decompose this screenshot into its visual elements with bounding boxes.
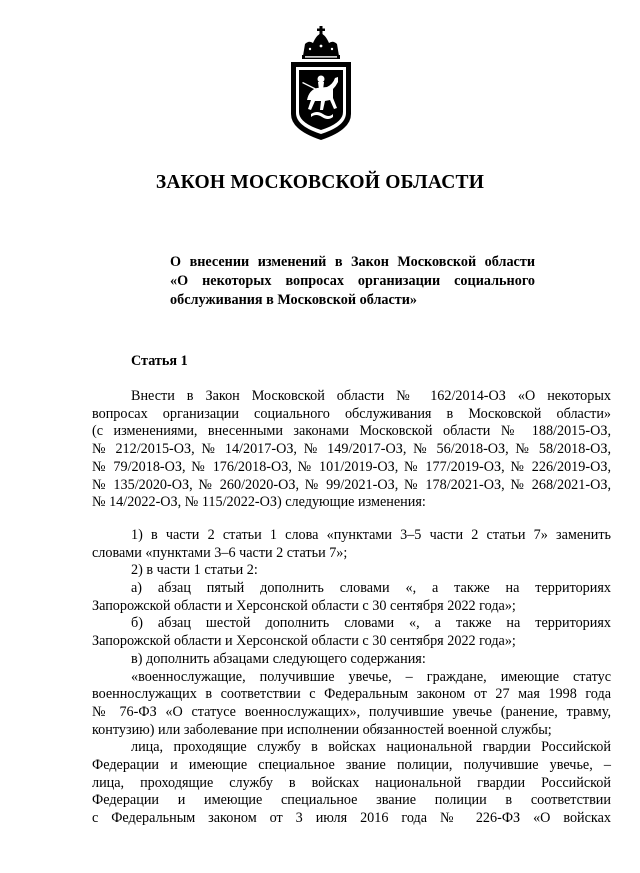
- intro-line: № 79/2018-ОЗ, № 176/2018-ОЗ, № 101/2019-ОЗ, № 177/2019-ОЗ, № 226/2019-ОЗ,: [92, 458, 611, 475]
- intro-line: вопросах организации социального обслуживания в Московской области»: [92, 405, 611, 422]
- quote2-line: Федерации и имеющие специальное звание полиции, получившие увечье, –: [92, 757, 611, 774]
- item2a-line: Запорожской области и Херсонской области с 30 сентября 2022 года»;: [92, 597, 516, 614]
- item1-line: 1) в части 2 статьи 1 слова «пунктами 3–5 части 2 статьи 7» заменить: [131, 526, 611, 543]
- quote1-line: военнослужащих в соответствии с Федеральным законом от 27 мая 1998 года: [92, 686, 611, 703]
- quote1-line: № 76-ФЗ «О статусе военнослужащих», получившие увечье (ранение, травму,: [92, 703, 611, 720]
- moscow-oblast-coat-of-arms-icon: [283, 22, 359, 144]
- item2b-line: Запорожской области и Херсонской области с 30 сентября 2022 года»;: [92, 633, 516, 650]
- subject-line: «О некоторых вопросах организации социального: [170, 273, 535, 289]
- quote2-line: Федерации и имеющие специальное звание полиции в соответствии: [92, 792, 611, 809]
- quote2-line: лица, проходящие службу в войсках национальной гвардии Российской: [92, 774, 611, 791]
- item2v-line: в) дополнить абзацами следующего содержания:: [131, 650, 426, 667]
- intro-line: № 212/2015-ОЗ, № 14/2017-ОЗ, № 149/2017-ОЗ, № 56/2018-ОЗ, № 58/2018-ОЗ,: [92, 441, 611, 458]
- law-subject: [170, 253, 535, 310]
- quote2-line: лица, проходящие службу в войсках национальной гвардии Российской: [131, 739, 611, 756]
- intro-line: (с изменениями, внесенными законами Московской области № 188/2015-ОЗ,: [92, 423, 611, 440]
- subject-line: О внесении изменений в Закон Московской области: [170, 254, 535, 270]
- item2-line: 2) в части 1 статьи 2:: [131, 562, 258, 579]
- intro-line: № 14/2022-ОЗ, № 115/2022-ОЗ) следующие изменения:: [92, 494, 426, 511]
- law-title: ЗАКОН МОСКОВСКОЙ ОБЛАСТИ: [155, 172, 485, 193]
- item2a-line: а) абзац пятый дополнить словами «, а также на территориях: [131, 580, 611, 597]
- quote1-line: контузию) или заболевание при исполнении обязанностей военной службы;: [92, 721, 552, 738]
- quote2-line: с Федеральным законом от 3 июля 2016 года № 226-ФЗ «О войсках: [92, 810, 611, 827]
- item1-line: словами «пунктами 3–6 части 2 статьи 7»;: [92, 544, 348, 561]
- subject-line: обслуживания в Московской области»: [170, 292, 418, 308]
- quote1-line: «военнослужащие, получившие увечье, – граждане, имеющие статус: [131, 668, 611, 685]
- intro-line: Внести в Закон Московской области № 162/2014-ОЗ «О некоторых: [131, 388, 611, 404]
- intro-line: № 135/2020-ОЗ, № 260/2020-ОЗ, № 99/2021-ОЗ, № 178/2021-ОЗ, № 268/2021-ОЗ,: [92, 476, 611, 493]
- article-heading: Статья 1: [131, 353, 188, 369]
- article-body: [92, 388, 611, 828]
- item2b-line: б) абзац шестой дополнить словами «, а также на территориях: [131, 615, 611, 632]
